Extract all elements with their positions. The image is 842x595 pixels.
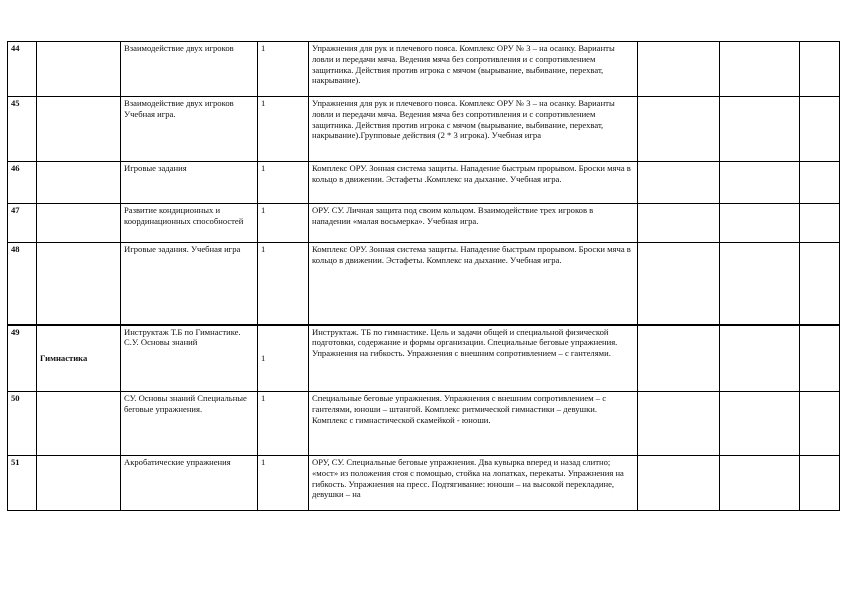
lesson-topic: Инструктаж Т.Б по Гимнастике. С.У. Основы знаний	[121, 325, 258, 392]
empty-cell	[638, 204, 720, 243]
empty-cell	[800, 243, 840, 325]
empty-cell	[638, 456, 720, 511]
lesson-number: 45	[8, 97, 37, 162]
lesson-number: 44	[8, 42, 37, 97]
section-name	[37, 243, 121, 325]
empty-cell	[720, 392, 800, 456]
lesson-topic: Взаимодействие двух игроков Учебная игра.	[121, 97, 258, 162]
empty-cell	[720, 456, 800, 511]
empty-cell	[638, 243, 720, 325]
empty-cell	[638, 42, 720, 97]
lesson-number: 48	[8, 243, 37, 325]
lesson-number: 51	[8, 456, 37, 511]
empty-cell	[720, 162, 800, 204]
lesson-content: Упражнения для рук и плечевого пояса. Комплекс ОРУ № 3 – на осанку. Варианты ловли и передачи мяча. Ведения мяча без сопротивления и с сопротивлением защитника. Действия против игрока с мячом (вырывание, выбивание, перехват, накрывание).	[309, 42, 638, 97]
table-row	[8, 97, 840, 162]
table-row	[8, 325, 840, 392]
lesson-hours: 1	[258, 42, 309, 97]
lesson-hours: 1	[258, 392, 309, 456]
empty-cell	[800, 325, 840, 392]
table-row	[8, 204, 840, 243]
lesson-hours: 1	[258, 325, 309, 392]
section-name: Гимнастика	[37, 325, 121, 392]
empty-cell	[800, 204, 840, 243]
lesson-content: ОРУ, СУ. Специальные беговые упражнения. Два кувырка вперед и назад слитно; «мост» из положения стоя с помощью, стойка на лопатках, перекаты. Упражнения на гибкость. Упражнения на пресс. Подтягивание: юноши – на высокой перекладине, девушки – на	[309, 456, 638, 511]
table-row	[8, 392, 840, 456]
empty-cell	[800, 97, 840, 162]
empty-cell	[638, 162, 720, 204]
lesson-number: 49	[8, 325, 37, 392]
lesson-content: Специальные беговые упражнения. Упражнения с внешним сопротивлением – с гантелями, юноши – штангой. Комплекс ритмической гимнастики – девушки. Комплекс с гимнастической скамейкой - юноши.	[309, 392, 638, 456]
lesson-topic: Взаимодействие двух игроков	[121, 42, 258, 97]
lesson-plan-table	[7, 41, 840, 511]
empty-cell	[720, 325, 800, 392]
lesson-hours: 1	[258, 456, 309, 511]
lesson-number: 46	[8, 162, 37, 204]
empty-cell	[800, 162, 840, 204]
empty-cell	[720, 97, 800, 162]
empty-cell	[800, 456, 840, 511]
table-row	[8, 162, 840, 204]
table-row	[8, 42, 840, 97]
lesson-content: ОРУ. СУ. Личная защита под своим кольцом. Взаимодействие трех игроков в нападении «малая восьмерка». Учебная игра.	[309, 204, 638, 243]
section-name	[37, 97, 121, 162]
section-name	[37, 42, 121, 97]
empty-cell	[800, 42, 840, 97]
lesson-hours: 1	[258, 204, 309, 243]
section-name	[37, 204, 121, 243]
lesson-number: 50	[8, 392, 37, 456]
empty-cell	[720, 204, 800, 243]
empty-cell	[720, 243, 800, 325]
section-name	[37, 392, 121, 456]
lesson-hours: 1	[258, 162, 309, 204]
lesson-number: 47	[8, 204, 37, 243]
lesson-content: Упражнения для рук и плечевого пояса. Комплекс ОРУ № 3 – на осанку. Варианты ловли и передачи мяча. Ведения мяча без сопротивления и с сопротивлением защитника. Действия против игрока с мячом (вырывание, выбивание, перехват, накрывание).Групповые действия (2 * 3 игрока). Учебная игра	[309, 97, 638, 162]
empty-cell	[800, 392, 840, 456]
empty-cell	[720, 42, 800, 97]
lesson-content: Комплекс ОРУ. Зонная система защиты. Нападение быстрым прорывом. Броски мяча в кольцо в движении. Эстафеты. Комплекс на дыхание. Учебная игра.	[309, 243, 638, 325]
table-row	[8, 456, 840, 511]
lesson-hours: 1	[258, 97, 309, 162]
lesson-content: Инструктаж. ТБ по гимнастике. Цель и задачи общей и специальной физической подготовки, содержание и формы организации. Специальные беговые упражнения. Упражнения на гибкость. Упражнения с внешним сопротивлением – с гантелями.	[309, 325, 638, 392]
lesson-topic: Акробатические упражнения	[121, 456, 258, 511]
lesson-hours: 1	[258, 243, 309, 325]
section-name	[37, 162, 121, 204]
lesson-content: Комплекс ОРУ. Зонная система защиты. Нападение быстрым прорывом. Броски мяча в кольцо в движении. Эстафеты .Комплекс на дыхание. Учебная игра.	[309, 162, 638, 204]
lesson-topic: Игровые задания	[121, 162, 258, 204]
table-row	[8, 243, 840, 325]
lesson-topic: СУ. Основы знаний Специальные беговые упражнения.	[121, 392, 258, 456]
empty-cell	[638, 325, 720, 392]
empty-cell	[638, 392, 720, 456]
lesson-topic: Развитие кондиционных и координационных способностей	[121, 204, 258, 243]
section-name	[37, 456, 121, 511]
empty-cell	[638, 97, 720, 162]
lesson-topic: Игровые задания. Учебная игра	[121, 243, 258, 325]
